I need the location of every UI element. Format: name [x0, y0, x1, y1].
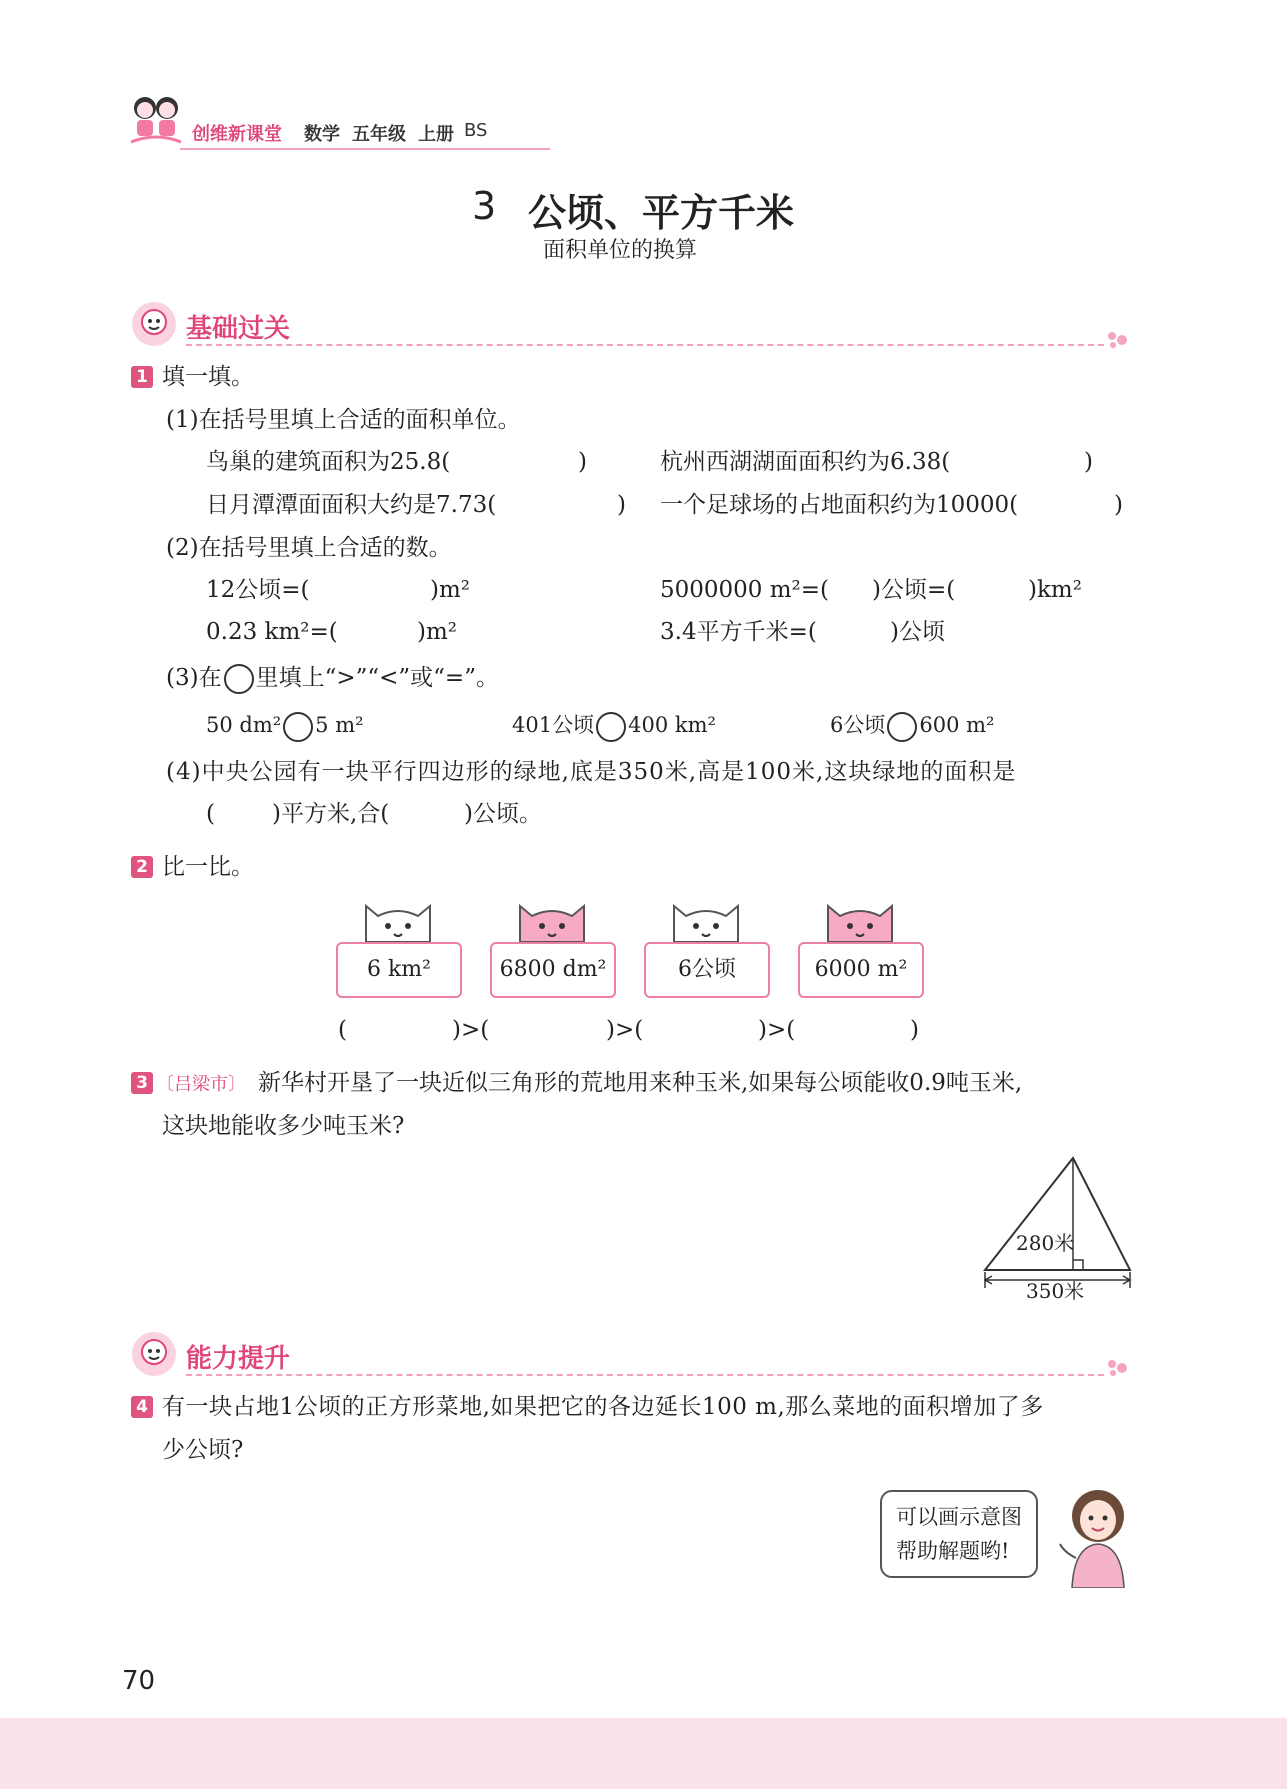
- header-grade: 五年级: [352, 124, 406, 145]
- compare-circle-icon: [224, 664, 254, 694]
- question-4-number: 4: [131, 1396, 153, 1418]
- header-edition: BS: [464, 120, 488, 141]
- q1-part4-line1: (4)中央公园有一块平行四边形的绿地,底是350米,高是100米,这块绿地的面积是: [166, 759, 1017, 785]
- q1-part1-b: 杭州西湖湖面面积约为6.38(: [660, 449, 951, 475]
- hint-bubble: [880, 1490, 1038, 1578]
- hint-line-1: 可以画示意图: [896, 1505, 1022, 1529]
- q1-part3-b: [512, 710, 716, 742]
- q1-part1-label: (1)在括号里填上合适的面积单位。: [166, 407, 521, 433]
- question-4-line2: 少公顷?: [162, 1437, 244, 1463]
- q1-part3-a-right: 5 m²: [315, 713, 364, 737]
- header-volume: 上册: [418, 124, 454, 145]
- question-1-label: 填一填。: [162, 364, 254, 390]
- compare-slot-open: (: [338, 1017, 347, 1043]
- q1-part3-label-pre: (3)在: [166, 665, 222, 691]
- question-3-line1: 新华村开垦了一块近似三角形的荒地用来种玉米,如果每公顷能收0.9吨玉米,: [258, 1070, 1023, 1096]
- triangle-height-label: 280米: [1016, 1231, 1075, 1255]
- compare-card-3: 6公顷: [644, 942, 770, 998]
- q1-part2-b: 5000000 m²=(: [660, 577, 830, 603]
- page-number: 70: [122, 1666, 156, 1696]
- q1-part2-c-unit: )m²: [417, 619, 458, 645]
- lesson-number: 3: [472, 184, 497, 228]
- q1-part2-c: 0.23 km²=(: [206, 619, 338, 645]
- compare-circle-a[interactable]: [283, 712, 313, 742]
- compare-slot-gt-2: )>(: [606, 1017, 644, 1043]
- q1-part3-b-left: 401公顷: [512, 713, 595, 737]
- question-2-number: 2: [131, 856, 153, 878]
- section-advanced-dots-icon: [1106, 1358, 1130, 1378]
- compare-slot-gt-3: )>(: [758, 1017, 796, 1043]
- lesson-title: 公顷、平方千米: [528, 191, 795, 235]
- q1-part2-label: (2)在括号里填上合适的数。: [166, 535, 452, 561]
- q1-part4-line2c: )公顷。: [464, 801, 542, 827]
- question-3-tag: 〔吕梁市〕: [156, 1074, 246, 1095]
- header-brand: 创维新课堂: [192, 124, 282, 145]
- q1-part2-a: 12公顷=(: [206, 577, 310, 603]
- header-subject: 数学: [304, 124, 340, 145]
- q1-part1-d-close: ): [1114, 492, 1123, 518]
- q1-part2-b-mid: )公顷=(: [872, 577, 956, 603]
- q1-part1-d: 一个足球场的占地面积约为10000(: [660, 492, 1019, 518]
- section-advanced-divider: [186, 1374, 1104, 1376]
- q1-part2-d-unit: )公顷: [890, 619, 945, 645]
- q1-part3-b-right: 400 km²: [628, 713, 716, 737]
- section-basic-icon: [130, 300, 178, 348]
- q1-part3-c-left: 6公顷: [830, 713, 886, 737]
- question-1-number: 1: [131, 366, 153, 388]
- hint-line-2: 帮助解题哟!: [896, 1539, 1010, 1563]
- q1-part4-line2b: )平方米,合(: [272, 801, 390, 827]
- q1-part1-c-close: ): [617, 492, 626, 518]
- q1-part3-a: [206, 710, 364, 742]
- section-advanced-icon: [130, 1330, 178, 1378]
- section-basic-dots-icon: [1106, 330, 1130, 350]
- q1-part1-c: 日月潭潭面面积大约是7.73(: [206, 492, 497, 518]
- right-angle-mark: [1073, 1260, 1083, 1270]
- q1-part3-c: [830, 710, 994, 742]
- section-advanced-title: 能力提升: [186, 1344, 291, 1374]
- compare-card-4: 6000 m²: [798, 942, 924, 998]
- q1-part4-line2a: (: [206, 801, 215, 827]
- q1-part3-label: [166, 663, 499, 694]
- section-basic-title: 基础过关: [186, 314, 291, 344]
- compare-circle-b[interactable]: [596, 712, 626, 742]
- lesson-subtitle: 面积单位的换算: [543, 238, 698, 263]
- question-3-line2: 这块地能收多少吨玉米?: [162, 1113, 405, 1139]
- teacher-avatar-icon: [1058, 1488, 1138, 1588]
- compare-card-1: 6 km²: [336, 942, 462, 998]
- compare-card-2: 6800 dm²: [490, 942, 616, 998]
- header-mascot-icon: [127, 92, 185, 150]
- question-2-label: 比一比。: [162, 854, 254, 880]
- footer-band: [0, 1718, 1287, 1789]
- q1-part1-a: 鸟巢的建筑面积为25.8(: [206, 449, 451, 475]
- q1-part1-b-close: ): [1084, 449, 1093, 475]
- compare-slot-gt-1: )>(: [452, 1017, 490, 1043]
- q1-part3-a-left: 50 dm²: [206, 713, 282, 737]
- question-4-line1: 有一块占地1公顷的正方形菜地,如果把它的各边延长100 m,那么菜地的面积增加了多: [162, 1394, 1044, 1420]
- q1-part2-b-unit: )km²: [1028, 577, 1082, 603]
- triangle-base-label: 350米: [1026, 1279, 1085, 1303]
- q1-part1-a-close: ): [578, 449, 587, 475]
- q1-part3-c-right: 600 m²: [919, 713, 995, 737]
- compare-slot-close: ): [910, 1017, 919, 1043]
- q1-part3-label-post: 里填上“>”“<”或“=”。: [255, 665, 499, 691]
- question-3-number: 3: [131, 1072, 153, 1094]
- header-underline: [180, 148, 550, 150]
- compare-circle-c[interactable]: [887, 712, 917, 742]
- q1-part2-d: 3.4平方千米=(: [660, 619, 817, 645]
- section-basic-divider: [186, 344, 1104, 346]
- q1-part2-a-unit: )m²: [430, 577, 471, 603]
